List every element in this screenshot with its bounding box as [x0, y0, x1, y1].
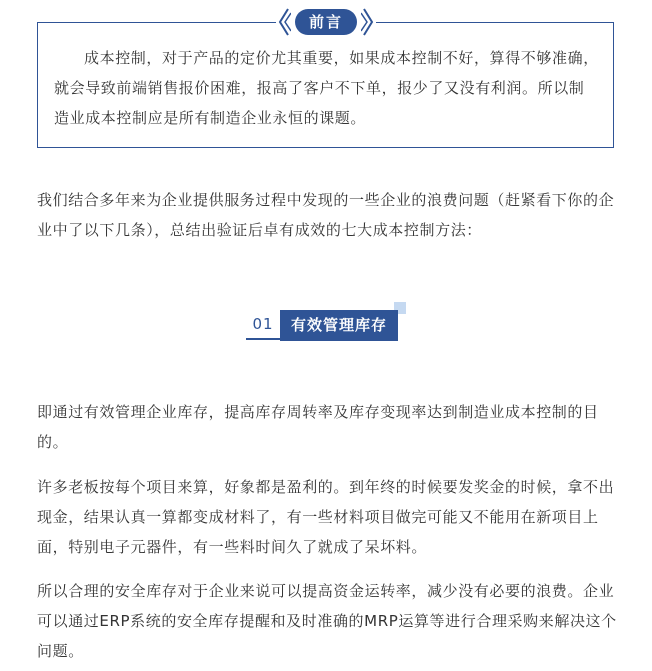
section-heading-01: [246, 302, 408, 342]
preface-box: [37, 22, 614, 148]
preface-title: 前言: [295, 9, 357, 35]
section-title: 有效管理库存: [280, 310, 398, 341]
preface-text: 成本控制，对于产品的定价尤其重要，如果成本控制不好，算得不够准确，就会导致前端销售报价困难，报高了客户不下单，报少了又没有利润。所以制造业成本控制应是所有制造企业永恒的课题。: [54, 49, 599, 127]
section-number: 01: [252, 315, 274, 333]
chevron-right-icon: [361, 7, 375, 37]
section1-paragraph-2: 许多老板按每个项目来算，好象都是盈利的。到年终的时候要发奖金的时候，拿不出现金，结果认真一算都变成材料了，有一些材料项目做完可能又不能用在新项目上面，特别电子元器件，有一些料时间久了就成了呆坏料。: [37, 478, 615, 556]
section1-paragraph-1: 即通过有效管理企业库存，提高库存周转率及库存变现率达到制造业成本控制的目的。: [37, 403, 599, 451]
chevron-left-icon: [277, 7, 291, 37]
preface-badge: [276, 6, 376, 38]
intro-paragraph: 我们结合多年来为企业提供服务过程中发现的一些企业的浪费问题（赶紧看下你的企业中了以下几条），总结出验证后卓有成效的七大成本控制方法：: [37, 191, 615, 239]
section1-paragraph-3: 所以合理的安全库存对于企业来说可以提高资金运转率，减少没有必要的浪费。企业可以通过ERP系统的安全库存提醒和及时准确的MRP运算等进行合理采购来解决这个问题。: [37, 582, 617, 660]
section-number-underline: [246, 338, 280, 340]
